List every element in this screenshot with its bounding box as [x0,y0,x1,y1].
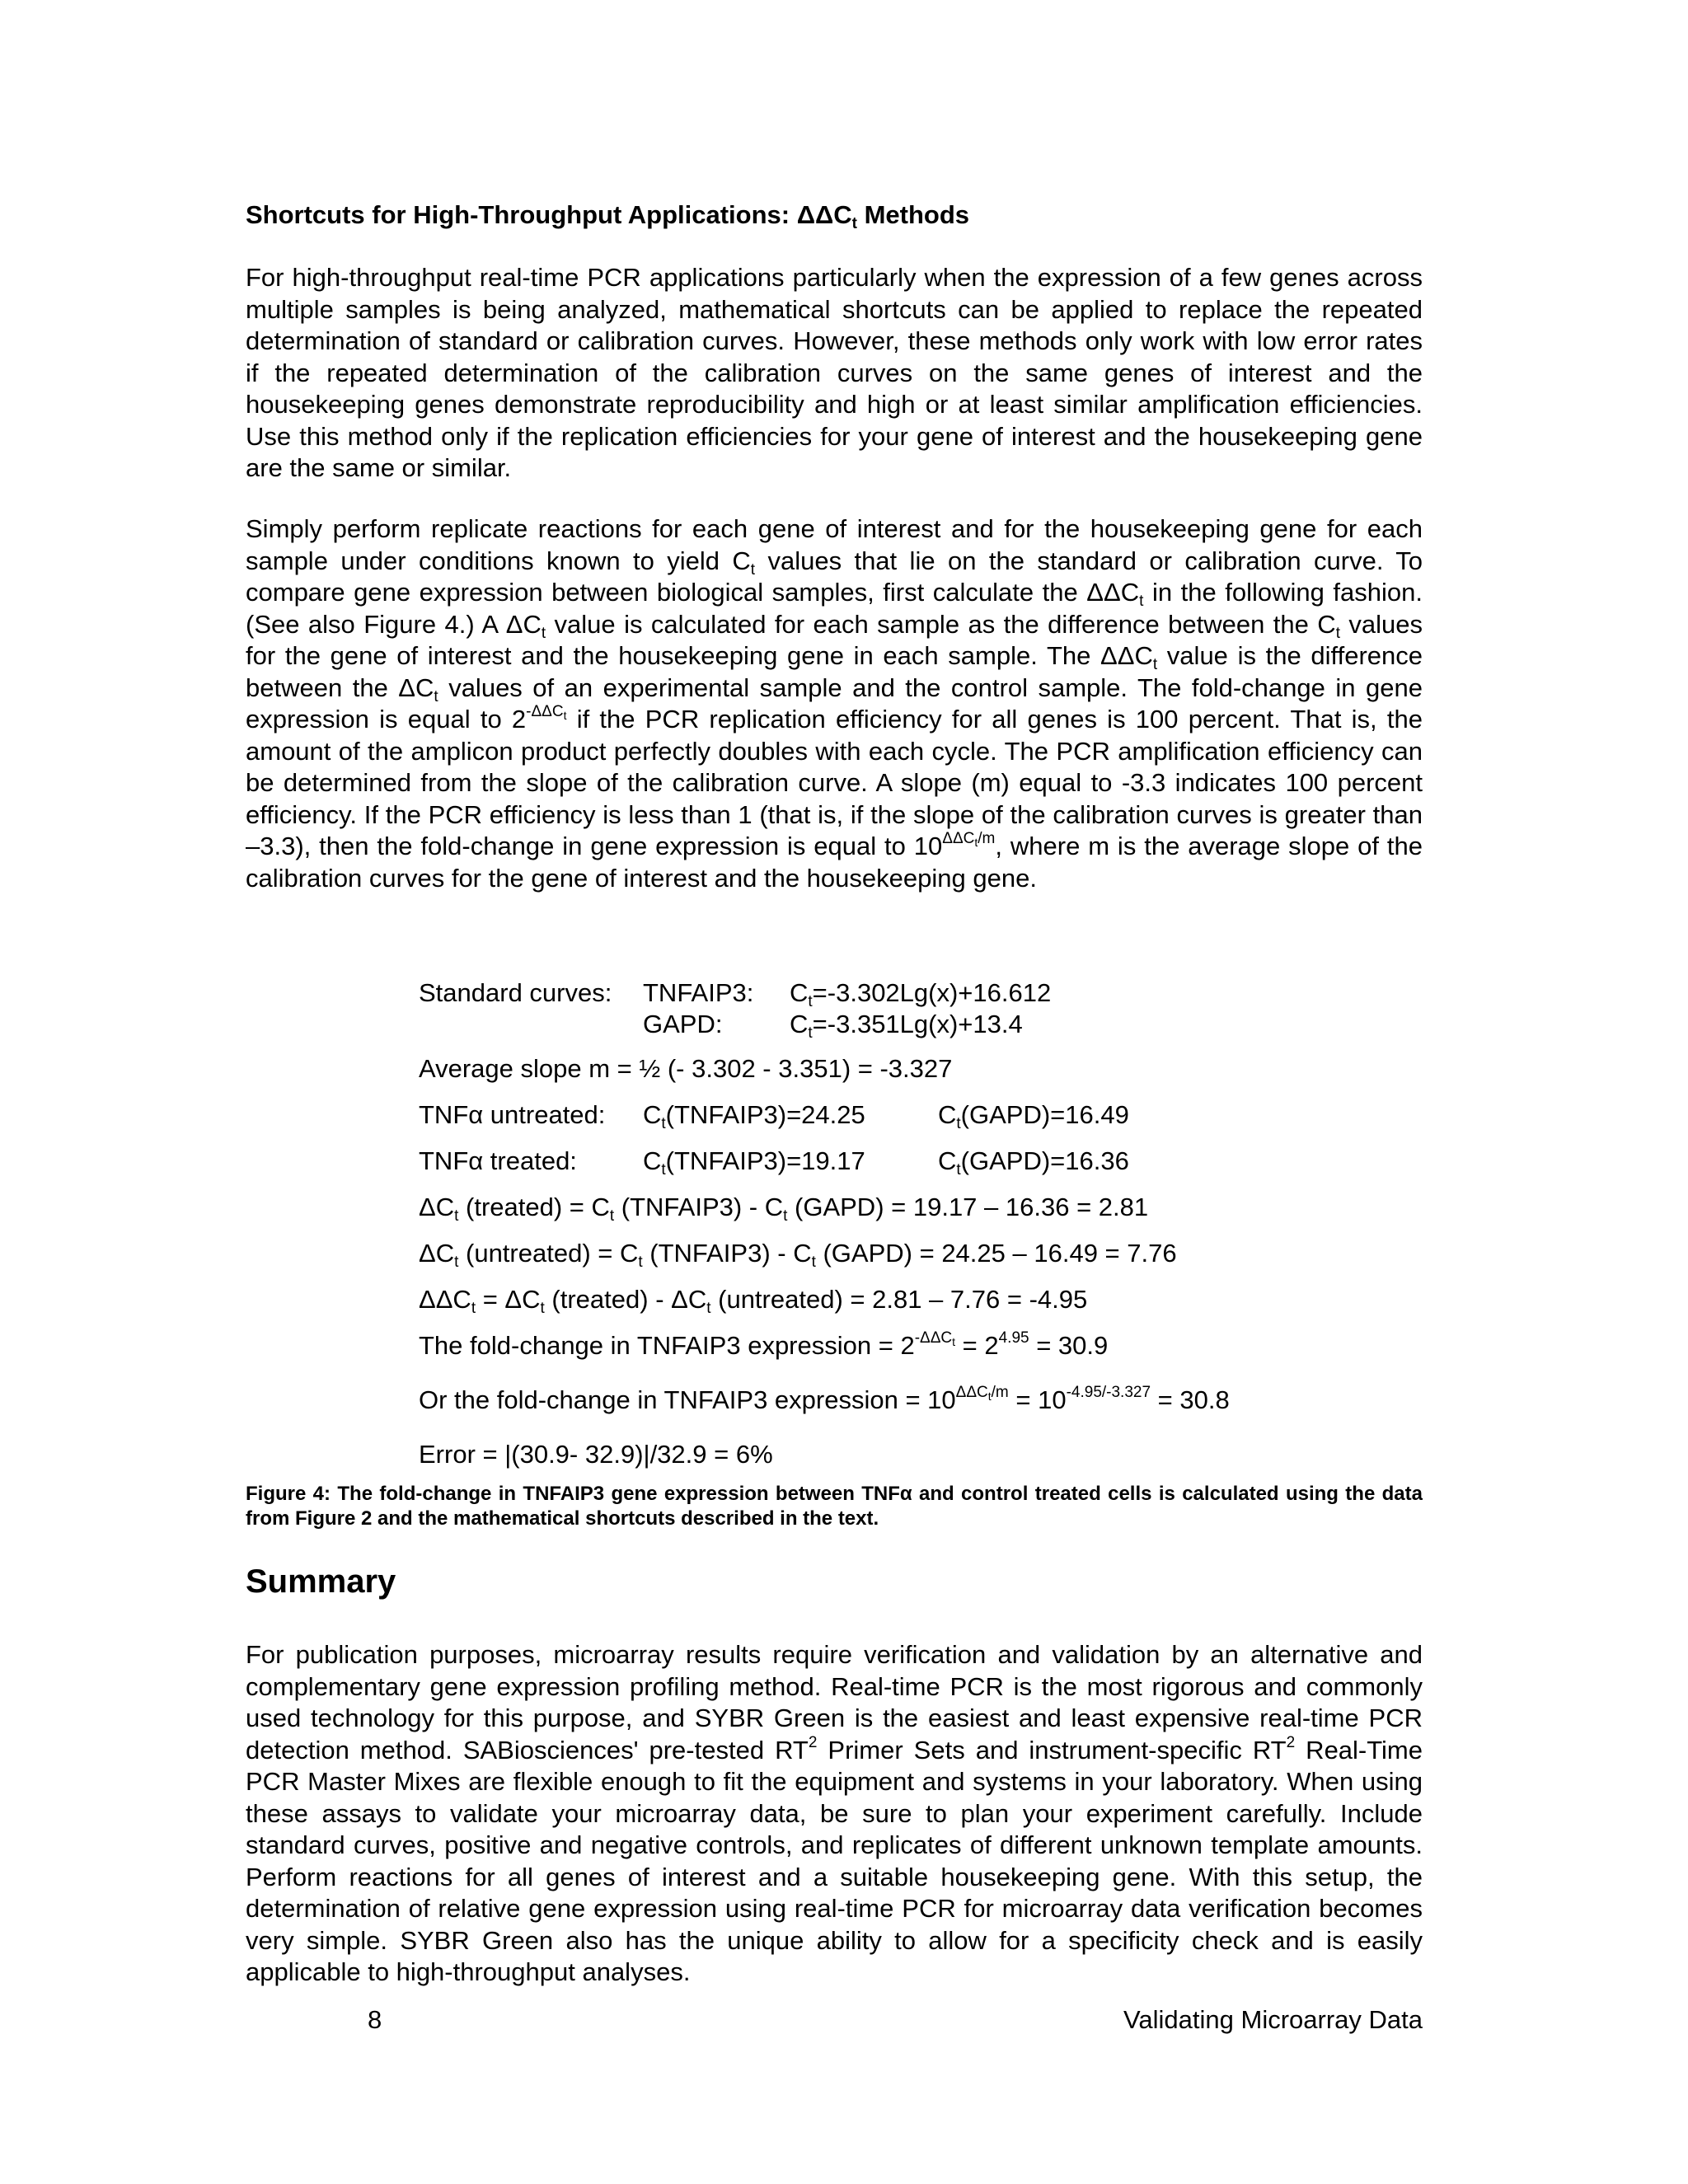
untreated-gapd: $C_t(GAPD)=16.49$ [938,1100,1129,1132]
average-slope: Average slope m = ½ (- 3.302 - 3.351) = -3.327 [419,1054,953,1083]
paragraph-method: Simply perform replicate reactions for each gene of interest and for the housekeeping gene for each sample under conditions known to yield $C_t$ values that lie on the standard or calibration curve. To compare gene expression between biological samples, first calculate the $\Delta\Delta C_t$ in the following fashion. (See also Figure 4.) A $\Delta C_t$ value is calculated for each sample as the difference between the $C_t$ values for the gene of interest and the housekeeping gene in each sample. The $\Delta\Delta C_t$ value is the difference between the $\Delta C_t$ values of an experimental sample and the control sample. The fold-change in gene expression is equal to $2^{-\Delta\Delta C_t}$ if the PCR replication efficiency for all genes is 100 percent. That is, the amount of the amplicon product perfectly doubles with each cycle. The PCR amplification efficiency can be determined from the slope of the calibration curve. A slope (m) equal to -3.3 indicates 100 percent efficiency. If the PCR efficiency is less than 1 (that is, if the slope of the calibration curves is greater than –3.3), then the fold-change in gene expression is equal to $10^{\Delta\Delta C_t/m}$, where m is the average slope of the calibration curves for the gene of interest and the housekeeping gene. [246,514,1423,893]
fold-change-base10: Or the fold-change in TNFAIP3 expression = $10^{\Delta\Delta C_t/m} = 10^{-4.95/-3.327} = 30.8$ [419,1384,1230,1414]
delta-ct-treated: $\Delta C_t$ (treated) = $C_t$ (TNFAIP3) - $C_t$ (GAPD) = 19.17 – 16.36 = 2.81 [419,1193,1149,1225]
page-number: 8 [368,2005,382,2034]
delta-ct-untreated: $\Delta C_t$ (untreated) = $C_t$ (TNFAIP3) - $C_t$ (GAPD) = 24.25 – 16.49 = 7.76 [419,1239,1177,1271]
gene-label-tnfaip3: TNFAIP3: [643,978,754,1007]
untreated-row [419,1099,1243,1131]
fold-change-base2: The fold-change in TNFAIP3 expression = $2^{-\Delta\Delta C_t} = 2^{4.95} = 30.9$ [419,1329,1109,1360]
treated-gapd: $C_t(GAPD)=16.36$ [938,1146,1129,1179]
standard-curve-row-1 [419,977,1052,1010]
untreated-label: TNFα untreated: [419,1100,606,1129]
equation-gapd: $C_t=-3.351Lg(x)+13.4$ [790,1010,1023,1042]
section-heading [246,199,969,231]
standard-curves-label: Standard curves: [419,978,612,1007]
error-calculation: Error = |(30.9- 32.9)|/32.9 = 6% [419,1440,773,1469]
treated-tnfaip3: $C_t(TNFAIP3)=19.17$ [643,1146,865,1179]
figure-caption: Figure 4: The fold-change in TNFAIP3 gene expression between TNFα and control treated cells is calculated using the data from Figure 2 and the mathematical shortcuts described in the text. [246,1483,1423,1530]
delta-delta-ct: $\Delta\Delta C_t = \Delta C_t$ (treated) - $\Delta C_t$ (untreated) = 2.81 – 7.76 = -4.95 [419,1285,1088,1317]
summary-heading: Summary [246,1563,396,1600]
treated-row [419,1146,1243,1177]
footer-title: Validating Microarray Data [1123,2005,1423,2034]
heading-text: Shortcuts for High-Throughput Applications: ΔΔC [246,200,852,229]
heading-text-suffix: Methods [857,200,970,229]
gene-label-gapd: GAPD: [643,1010,723,1038]
treated-label: TNFα treated: [419,1146,577,1175]
paragraph-summary: For publication purposes, microarray results require verification and validation by an alternative and complementary gene expression profiling method. Real-time PCR is the most rigorous and commonly used technology for this purpose, and SYBR Green is the easiest and least expensive real-time PCR detection method. SABiosciences' pre-tested $RT^2$ Primer Sets and instrument-specific $RT^2$ Real-Time PCR Master Mixes are flexible enough to fit the equipment and systems in your laboratory. When using these assays to validate your microarray data, be sure to plan your experiment carefully. Include standard curves, positive and negative controls, and replicates of different unknown template amounts. Perform reactions for all genes of interest and a suitable housekeeping gene. With this setup, the determination of relative gene expression using real-time PCR for microarray data verification becomes very simple. SYBR Green also has the unique ability to allow for a specificity check and is easily applicable to high-throughput analyses. [246,1640,1423,1986]
heading-subscript: t [851,215,857,232]
equation-tnfaip3: $C_t=-3.302Lg(x)+16.612$ [790,978,1052,1010]
untreated-tnfaip3: $C_t(TNFAIP3)=24.25$ [643,1100,865,1132]
paragraph-intro: For high-throughput real-time PCR applications particularly when the expression of a few genes across multiple samples is being analyzed, mathematical shortcuts can be applied to replace the repeated determination of standard or calibration curves. However, these methods only work with low error rates if the repeated determination of the calibration curves on the same genes of interest and the housekeeping genes demonstrate reproducibility and high or at least similar amplification efficiencies. Use this method only if the replication efficiencies for your gene of interest and the housekeeping gene are the same or similar. [246,263,1423,482]
